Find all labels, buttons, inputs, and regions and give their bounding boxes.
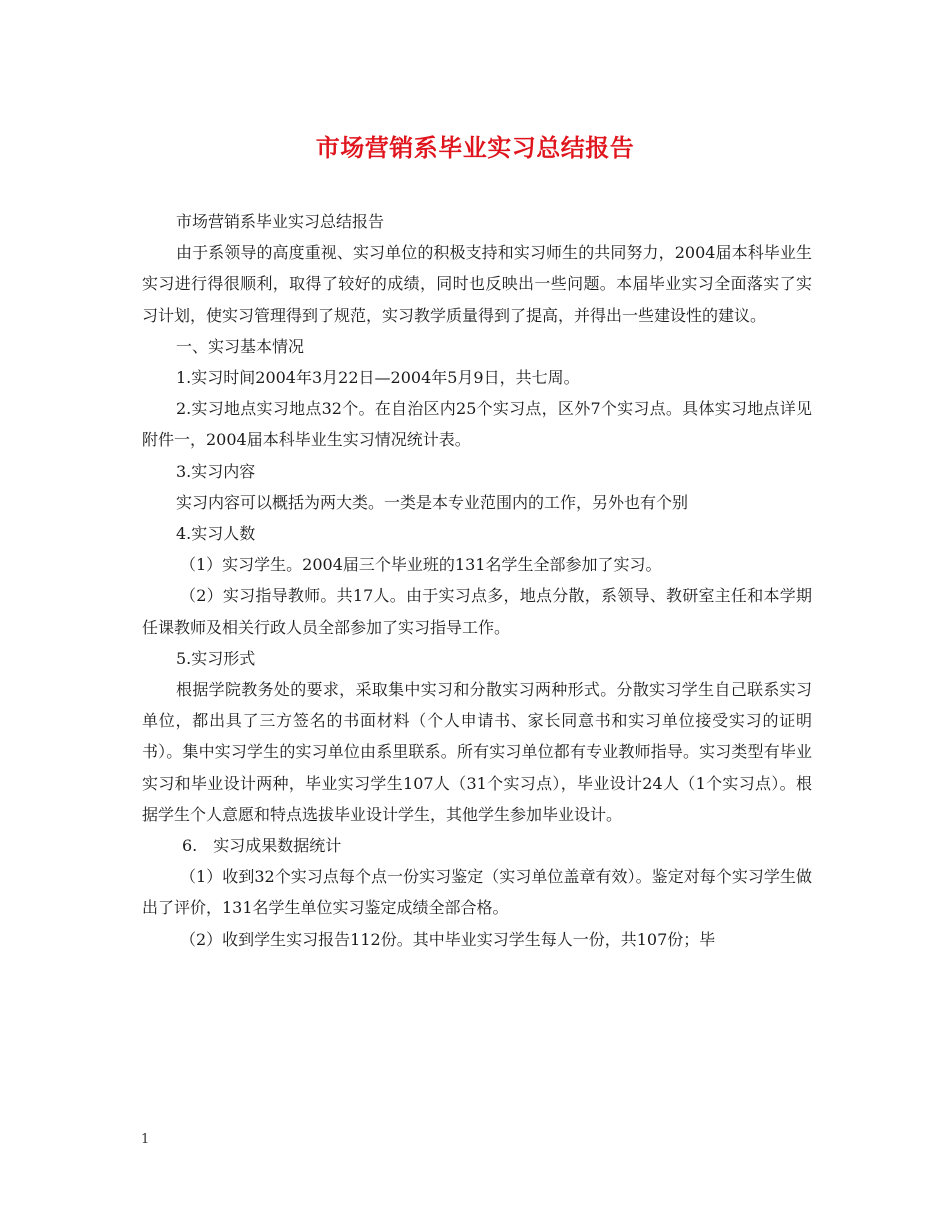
section-heading-basic-info: 一、实习基本情况: [176, 336, 305, 356]
heading-internship-form: 5.实习形式: [176, 648, 256, 668]
paragraph-teachers: （2）实习指导教师。共17人。由于实习点多，地点分散，系领导、教研室主任和本学期任课教师及相关行政人员全部参加了实习指导工作。: [142, 586, 812, 637]
paragraph-students: （1）实习学生。2004届三个毕业班的131名学生全部参加了实习。: [180, 555, 662, 575]
paragraph-internship-form: 根据学院教务处的要求，采取集中实习和分散实习两种形式。分散实习学生自己联系实习单位，都出具了三方签名的书面材料（个人申请书、家长同意书和实习单位接受实习的证明书）。集中实习学生的实习单位由系里联系。所有实习单位都有专业教师指导。实习类型有毕业实习和毕业设计两种，毕业实习学生107人（31个实习点），毕业设计24人（1个实习点）。根据学生个人意愿和特点选拔毕业设计学生，其他学生参加毕业设计。: [142, 680, 812, 824]
heading-internship-content: 3.实习内容: [176, 461, 256, 481]
paragraph-internship-location: 2.实习地点实习地点32个。在自治区内25个实习点，区外7个实习点。具体实习地点详见附件一，2004届本科毕业生实习情况统计表。: [142, 399, 812, 450]
page-number: 1: [141, 1132, 150, 1147]
heading-internship-headcount: 4.实习人数: [176, 524, 256, 544]
paragraph-internship-content: 实习内容可以概括为两大类。一类是本专业范围内的工作，另外也有个别: [176, 492, 689, 512]
document-body: [142, 206, 812, 955]
paragraph-intro: 由于系领导的高度重视、实习单位的积极支持和实习师生的共同努力，2004届本科毕业生实习进行得很顺利，取得了较好的成绩，同时也反映出一些问题。本届毕业实习全面落实了实习计划，使实习管理得到了规范，实习教学质量得到了提高，并得出一些建设性的建议。: [142, 243, 812, 325]
paragraph-reports: （2）收到学生实习报告112份。其中毕业实习学生每人一份，共107份；毕: [180, 929, 716, 949]
heading-results-statistics: 6. 实习成果数据统计: [182, 836, 342, 856]
paragraph-appraisals: （1）收到32个实习点每个点一份实习鉴定（实习单位盖章有效）。鉴定对每个实习学生做出了评价，131名学生单位实习鉴定成绩全部合格。: [142, 867, 812, 918]
document-title: 市场营销系毕业实习总结报告: [315, 133, 635, 162]
paragraph-internship-time: 1.实习时间2004年3月22日—2004年5月9日，共七周。: [176, 368, 580, 388]
paragraph-subtitle: 市场营销系毕业实习总结报告: [176, 212, 385, 231]
